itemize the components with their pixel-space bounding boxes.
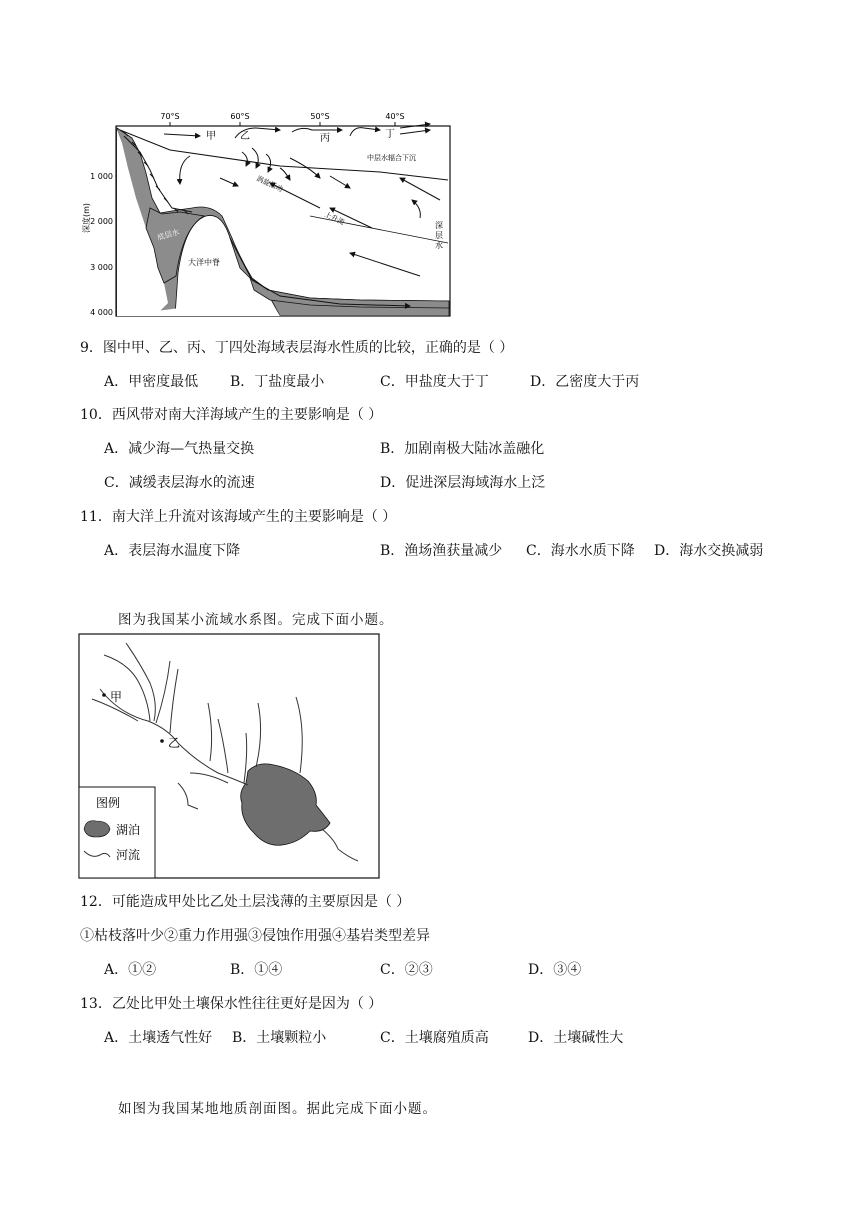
place-ding: 丁 xyxy=(385,129,395,140)
upwelling-line xyxy=(310,216,448,243)
question-10-stem: 10．西风带对南大洋海域产生的主要影响是（ ） xyxy=(80,407,383,423)
q11-option-d[interactable]: D．海水交换减弱 xyxy=(654,543,764,559)
lat-label-70: 70°S xyxy=(160,112,180,121)
place-yi: 乙 xyxy=(240,131,250,142)
legend-lake-label: 湖泊 xyxy=(116,823,141,837)
question-12-stem: 12．可能造成甲处比乙处土层浅薄的主要原因是（ ） xyxy=(80,894,411,910)
depth-axis-label: 深度(m) xyxy=(82,202,91,234)
q9-option-d[interactable]: D．乙密度大于丙 xyxy=(530,374,640,390)
label-deep-water: 深层水 xyxy=(435,221,443,250)
label-converge: 中层水辐合下沉 xyxy=(367,154,416,162)
legend-lake-swatch xyxy=(84,821,110,837)
q9-option-c[interactable]: C．甲盐度大于丁 xyxy=(380,374,489,390)
depth-tick-4000: 4 000 xyxy=(90,308,113,317)
depth-tick-3000: 3 000 xyxy=(90,263,113,272)
q12-option-c[interactable]: C．②③ xyxy=(380,962,433,978)
place-jia: 甲 xyxy=(206,131,216,142)
question-12-choices: ①枯枝落叶少②重力作用强③侵蚀作用强④基岩类型差异 xyxy=(80,928,430,944)
q10-option-b[interactable]: B．加剧南极大陆冰盖融化 xyxy=(380,441,545,457)
q12-option-d[interactable]: D．③④ xyxy=(528,962,582,978)
q11-option-c[interactable]: C．海水水质下降 xyxy=(526,543,635,559)
question-9-stem: 9．图中甲、乙、丙、丁四处海域表层海水性质的比较，正确的是（ ） xyxy=(80,340,514,356)
label-eddy: 涡旋活动 xyxy=(255,174,284,194)
point-yi-marker xyxy=(160,739,164,743)
label-upwelling: 上升流 xyxy=(323,210,346,227)
q10-option-a[interactable]: A．减少海—气热量交换 xyxy=(104,441,255,457)
q13-option-d[interactable]: D．土壤碱性大 xyxy=(528,1030,624,1046)
point-yi-label: 乙 xyxy=(168,736,181,750)
q12-option-a[interactable]: A．①② xyxy=(104,962,157,978)
watershed-figure xyxy=(78,633,382,881)
point-jia-marker xyxy=(102,693,106,697)
q13-option-a[interactable]: A．土壤透气性好 xyxy=(104,1030,213,1046)
depth-tick-1000: 1 000 xyxy=(90,172,113,181)
ocean-section-figure xyxy=(80,108,460,323)
q10-option-c[interactable]: C．减缓表层海水的流速 xyxy=(104,475,255,491)
q11-option-a[interactable]: A．表层海水温度下降 xyxy=(104,543,241,559)
lat-label-50: 50°S xyxy=(310,112,330,121)
q9-option-a[interactable]: A．甲密度最低 xyxy=(104,374,199,390)
lat-label-40: 40°S xyxy=(385,112,405,121)
point-jia-label: 甲 xyxy=(110,690,123,704)
q12-option-b[interactable]: B．①④ xyxy=(230,962,283,978)
label-bottom-water: 底层水 xyxy=(156,227,181,242)
question-11-stem: 11．南大洋上升流对该海域产生的主要影响是（ ） xyxy=(80,509,397,525)
q13-option-b[interactable]: B．土壤颗粒小 xyxy=(232,1030,327,1046)
legend-title: 图例 xyxy=(96,796,121,810)
lat-label-60: 60°S xyxy=(230,112,250,121)
intro-watershed: 图为我国某小流域水系图。完成下面小题。 xyxy=(118,612,394,628)
question-13-stem: 13．乙处比甲处土壤保水性往往更好是因为（ ） xyxy=(80,996,383,1012)
legend-river-label: 河流 xyxy=(116,848,141,862)
q11-option-b[interactable]: B．渔场渔获量减少 xyxy=(380,543,503,559)
depth-tick-2000: 2 000 xyxy=(90,217,113,226)
label-ridge: 大洋中脊 xyxy=(188,258,220,267)
place-bing: 丙 xyxy=(320,133,330,144)
q9-option-b[interactable]: B．丁盐度最小 xyxy=(230,374,325,390)
q10-option-d[interactable]: D．促进深层海域海水上泛 xyxy=(380,475,546,491)
q13-option-c[interactable]: C．土壤腐殖质高 xyxy=(380,1030,489,1046)
legend xyxy=(79,787,155,878)
intro-geology: 如图为我国某地地质剖面图。据此完成下面小题。 xyxy=(118,1101,437,1117)
